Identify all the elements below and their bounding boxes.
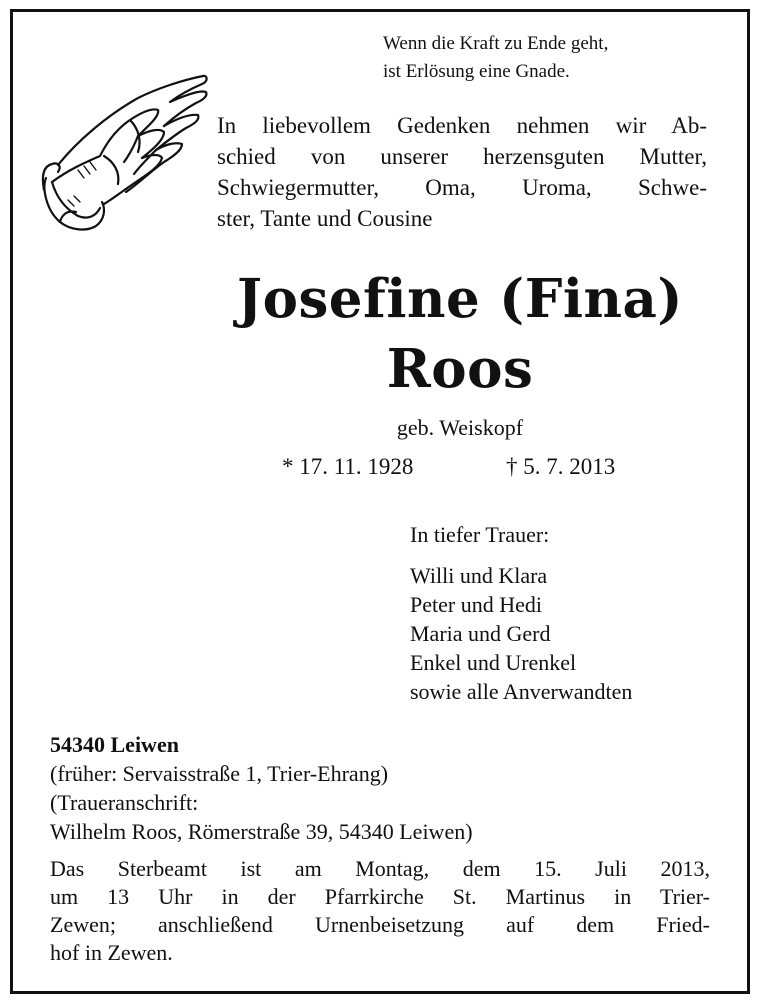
intro-text [217, 110, 707, 234]
intro-line: schied von unserer herzensguten Mutter, [217, 144, 707, 169]
death-date: † 5. 7. 2013 [506, 454, 616, 479]
address-city: 54340 Leiwen [50, 732, 179, 757]
mourners-heading: In tiefer Trauer: [410, 522, 550, 547]
intro-line: In liebevollem Gedenken nehmen wir Ab- [217, 113, 707, 138]
motto [383, 30, 608, 86]
address-line: Wilhelm Roos, Römerstraße 39, 54340 Leiwen) [50, 819, 473, 844]
birth-date: * 17. 11. 1928 [282, 454, 414, 479]
notice-line: Zewen; anschließend Urnenbeisetzung auf dem Fried- [50, 912, 710, 937]
address-line: (Traueranschrift: [50, 790, 199, 815]
intro-line: ster, Tante und Cousine [217, 206, 433, 231]
motto-line: ist Erlösung eine Gnade. [383, 61, 570, 82]
mourner-name: Enkel und Urenkel [410, 650, 577, 675]
address-line: (früher: Servaisstraße 1, Trier-Ehrang) [50, 761, 389, 786]
service-notice [50, 855, 710, 967]
notice-line: hof in Zewen. [50, 940, 173, 965]
praying-hands-icon [38, 70, 210, 235]
mourner-name: Willi und Klara [410, 563, 548, 588]
intro-line: Schwiegermutter, Oma, Uroma, Schwe- [217, 175, 707, 200]
notice-line: Das Sterbeamt ist am Montag, dem 15. Juli 2013, [50, 856, 710, 881]
notice-line: um 13 Uhr in der Pfarrkirche St. Martinus in Trier- [50, 884, 710, 909]
address-block [50, 730, 473, 846]
mourners [410, 520, 632, 706]
mourner-name: sowie alle Anverwandten [410, 679, 633, 704]
deceased-name-first: Josefine (Fina) [237, 268, 683, 330]
deceased-name-last: Roos [386, 338, 534, 400]
mourner-name: Peter und Hedi [410, 592, 542, 617]
birth-name: geb. Weiskopf [396, 415, 524, 440]
motto-line: Wenn die Kraft zu Ende geht, [383, 33, 609, 54]
mourner-name: Maria und Gerd [410, 621, 551, 646]
